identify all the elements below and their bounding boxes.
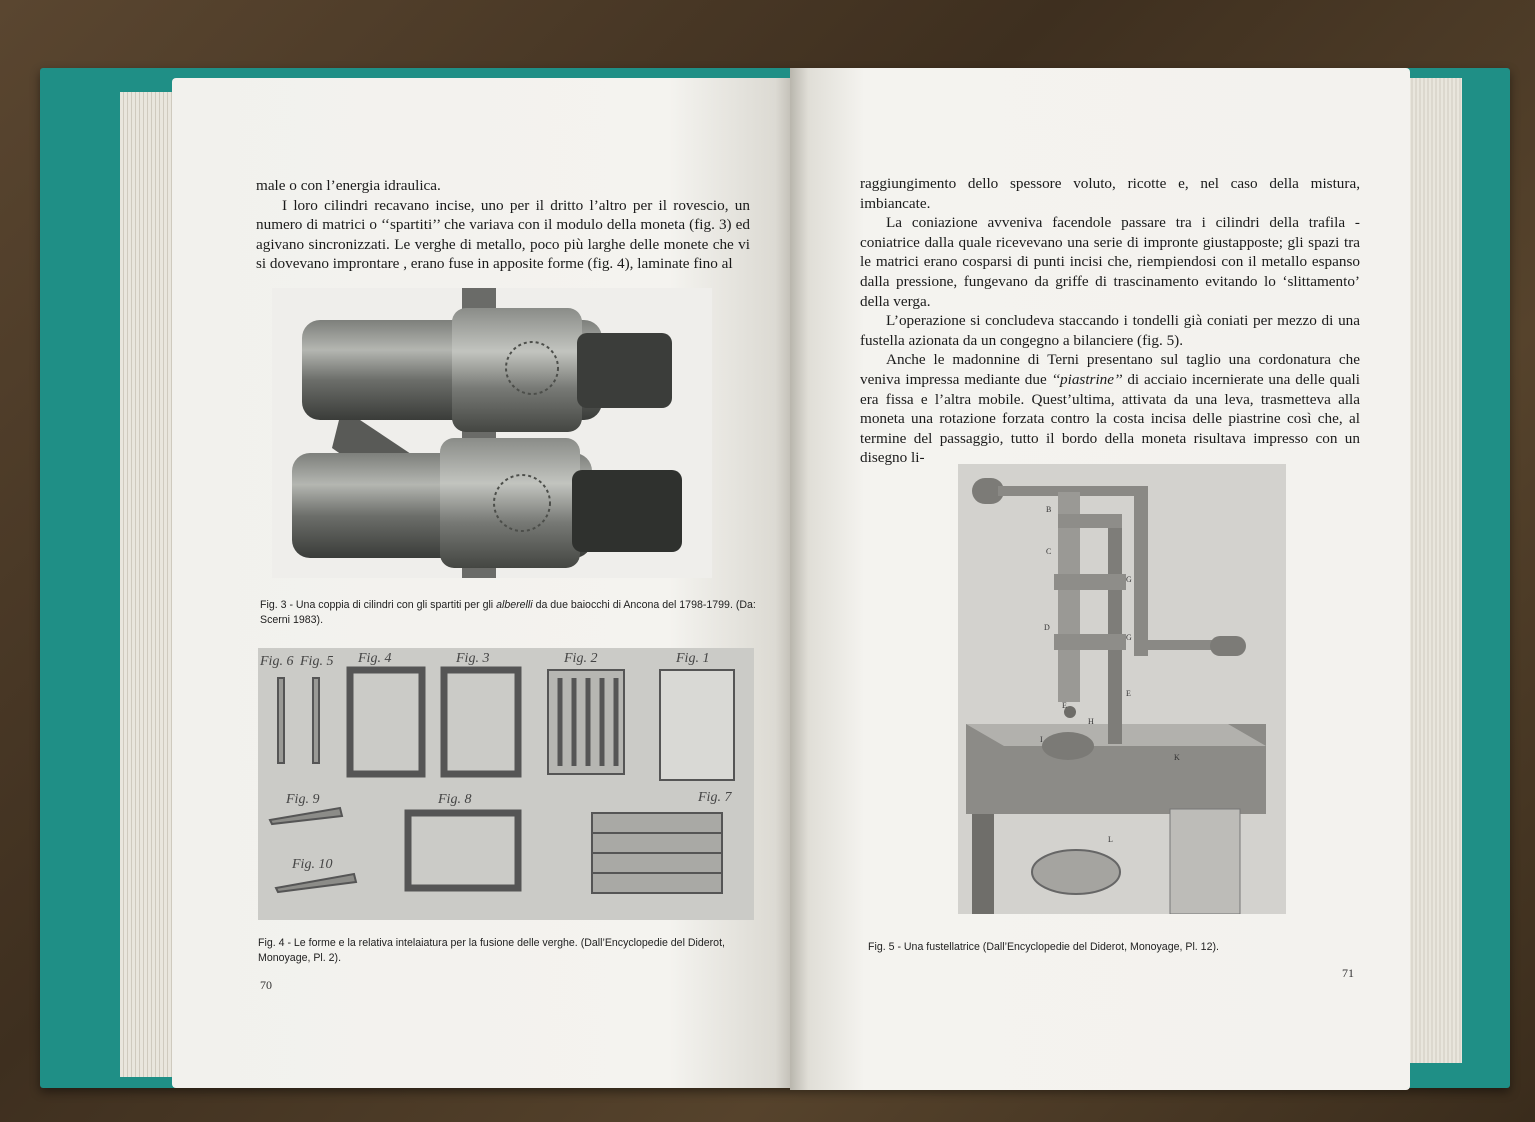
right-page-text <box>860 174 1360 468</box>
fig-label: Fig. 6 <box>260 654 294 669</box>
paragraph: male o con l’energia idraulica. <box>256 177 441 194</box>
fig5-letter: K <box>1174 753 1180 762</box>
fig-label: Fig. 7 <box>698 790 732 805</box>
cylinders-illustration <box>272 288 712 578</box>
caption-text: Fig. 3 - Una coppia di cilindri con gli spartiti per gli <box>260 599 497 611</box>
fig5-letter: C <box>1046 547 1052 556</box>
fig5-letter: I <box>1040 735 1043 744</box>
page-number-left: 70 <box>260 978 272 992</box>
fig-label: Fig. 5 <box>300 654 334 669</box>
fig3-caption <box>260 598 760 628</box>
italic-term: ‘‘piastrine’’ <box>1051 370 1123 388</box>
text-span: di acciaio incernierate una delle quali era fissa e l’altra mobile. Quest’ultima, attivata da una leva, trasmetteva alla moneta una rotazione forzata contro la costa incisa delle piastrine così che, al termine del passaggio, tutto il bordo della moneta risultava impresso con un disegno li- <box>860 370 1360 467</box>
fig5-letter: E <box>1062 701 1067 710</box>
fig5-letter: H <box>1088 717 1094 726</box>
left-page-text <box>256 176 750 274</box>
fig-label: Fig. 2 <box>564 651 598 666</box>
paragraph: L’operazione si concludeva staccando i tondelli già coniati per mezzo di una fustella azionata da un congegno a bilanciere (fig. 5). <box>860 312 1360 349</box>
paragraph: I loro cilindri recavano incise, uno per il dritto l’altro per il rovescio, un numero di matrici o ‘‘spartiti’’ che variava con il modulo della moneta (fig. 3) ed agivano sincronizzati. Le verghe di metallo, poco più larghe delle monete che vi si dovevano improntare , erano fuse in apposite forme (fig. 4), laminate fino al <box>256 196 750 273</box>
paragraph: La coniazione avveniva facendole passare tra i cilindri della trafila - coniatrice dalla quale ricevevano una serie di impronte giustapposte; gli spazi tra le matrici erano cosparsi di punti incisi che, riempiendosi con il metallo espanso dalla pressione, fungevano da griffe di trascinamento evitando lo ‘slittamento’ della verga. <box>860 214 1360 310</box>
fig-label: Fig. 9 <box>286 792 320 807</box>
caption-italic: alberelli <box>496 599 533 611</box>
page-edges-left <box>120 92 180 1077</box>
fig-label: Fig. 1 <box>676 651 710 666</box>
fig5-letter: L <box>1108 835 1113 844</box>
fig3-cylinders-photo <box>272 288 712 578</box>
fig-label: Fig. 8 <box>438 792 472 807</box>
press-illustration <box>958 464 1286 914</box>
right-page <box>790 68 1410 1090</box>
fig4-caption: Fig. 4 - Le forme e la relativa intelaiatura per la fusione delle verghe. (Dall’Encyclopedie del Diderot, Monoyage, Pl. 2). <box>258 937 725 964</box>
fig5-letter: G <box>1126 575 1132 584</box>
fig5-letter: G <box>1126 633 1132 642</box>
paragraph: raggiungimento dello spessore voluto, ricotte e, nel caso della mistura, imbiancate. <box>860 175 1360 212</box>
left-page <box>172 78 794 1088</box>
fig5-caption: Fig. 5 - Una fustellatrice (Dall’Encyclopedie del Diderot, Monoyage, Pl. 12). <box>868 941 1219 953</box>
fig4-molds-plate <box>258 648 754 920</box>
fig-label: Fig. 4 <box>358 651 392 666</box>
caption-text: da due baiocchi di Ancona del 1798-1799. (Da: Scerni 1983). <box>260 599 756 626</box>
molds-illustration <box>258 648 754 920</box>
fig-label: Fig. 10 <box>292 857 333 872</box>
paragraph <box>860 350 1360 468</box>
text-span: Anche le madonnine di Terni presentano sul taglio una cordonatura che veniva impressa mediante due <box>860 351 1360 388</box>
page-number-right: 71 <box>1342 966 1354 980</box>
fig-label: Fig. 3 <box>456 651 490 666</box>
fig5-letter: E <box>1126 689 1131 698</box>
fig5-letter: D <box>1044 623 1050 632</box>
fig5-letter: B <box>1046 505 1052 514</box>
fig5-press-engraving <box>958 464 1286 914</box>
